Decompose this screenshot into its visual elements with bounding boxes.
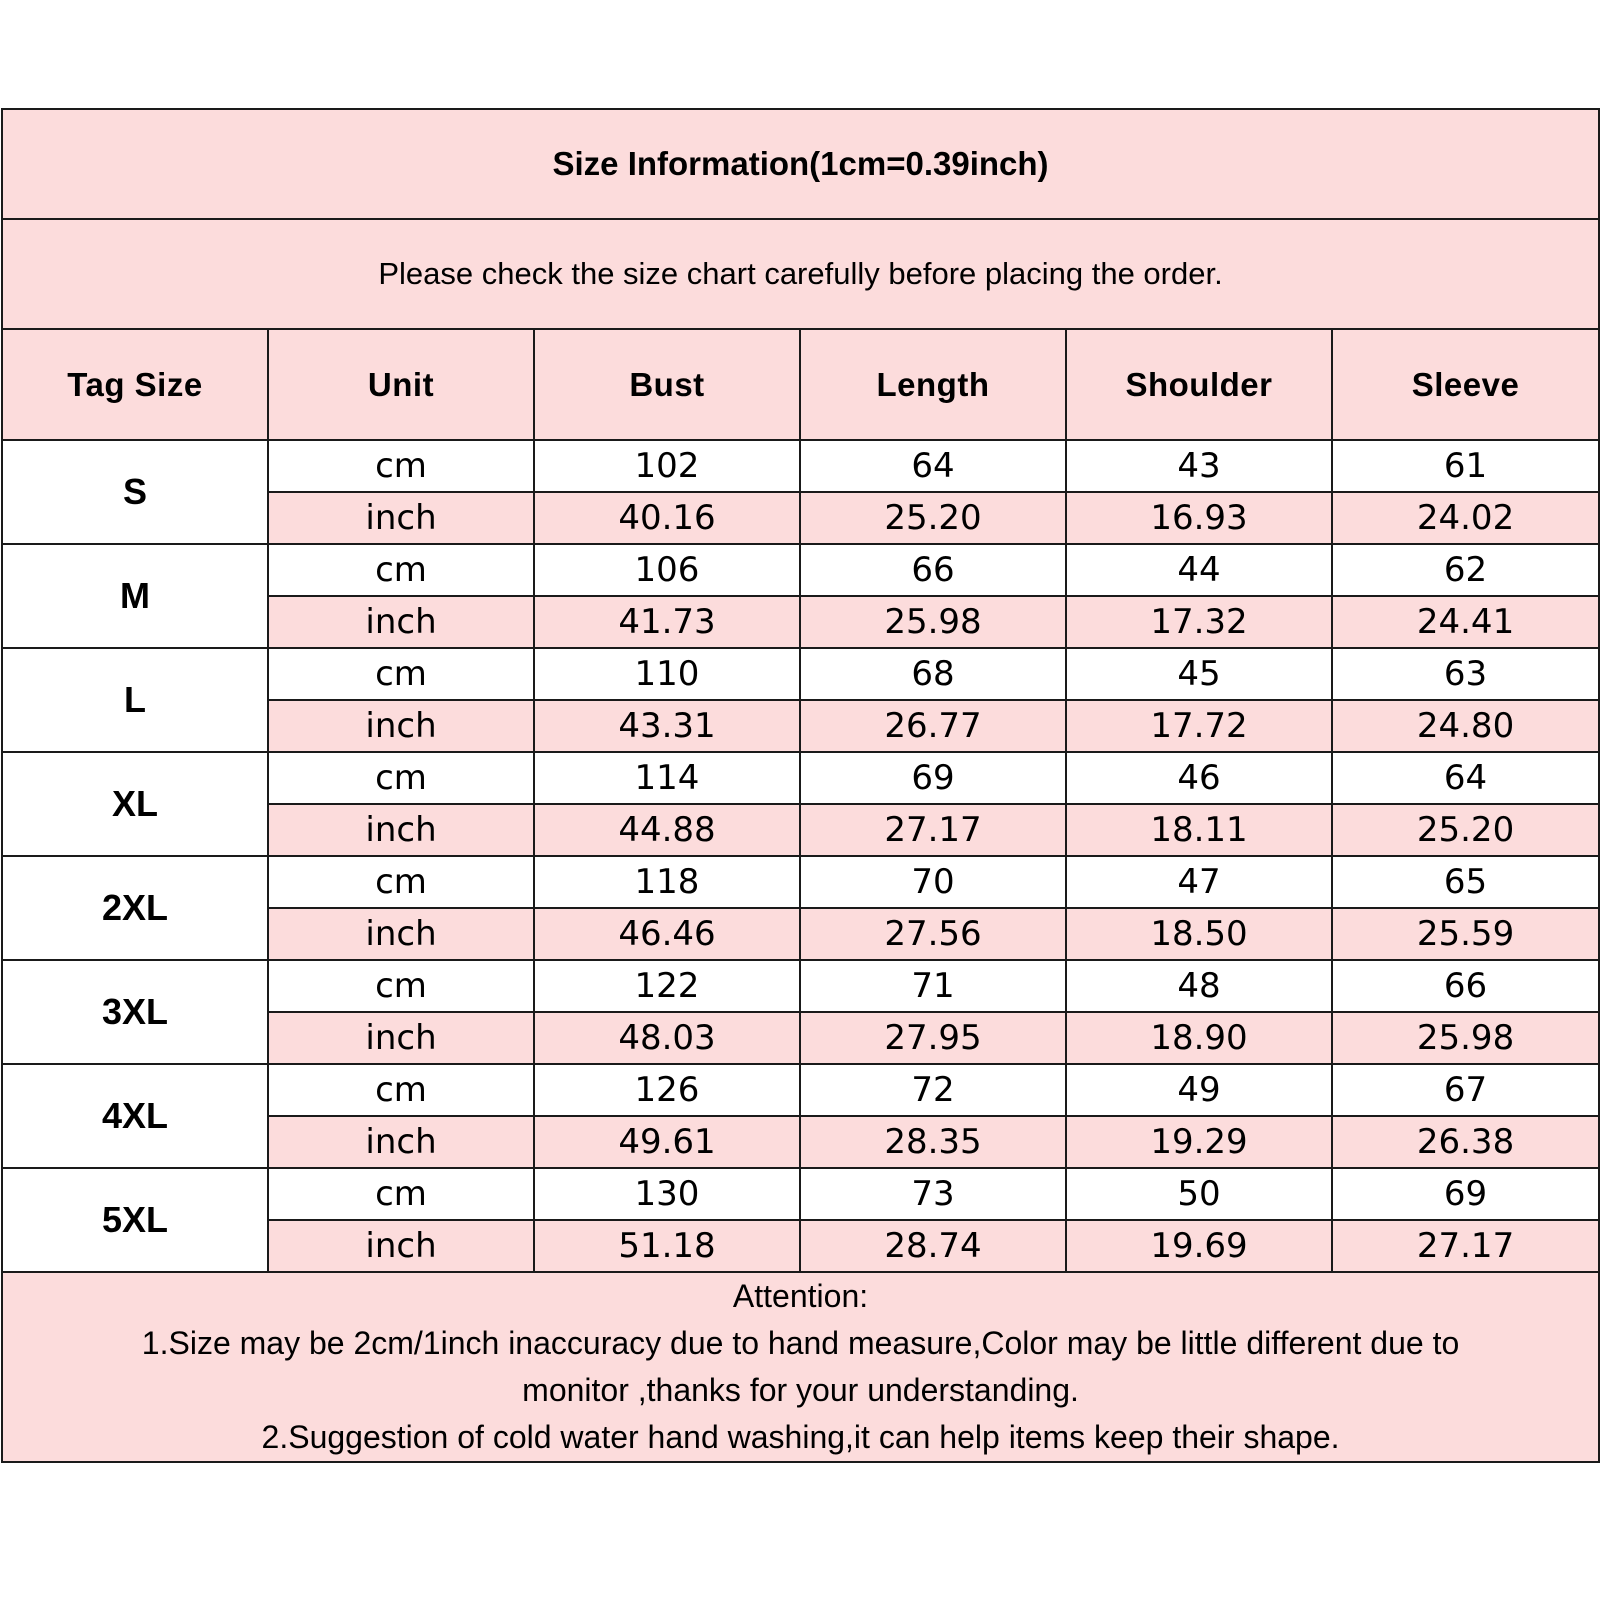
tag-size-cell: S xyxy=(2,440,268,544)
shoulder-cell: 49 xyxy=(1066,1064,1332,1116)
unit-cell: inch xyxy=(268,492,534,544)
length-cell: 68 xyxy=(800,648,1066,700)
tag-size-cell: L xyxy=(2,648,268,752)
bust-cell: 114 xyxy=(534,752,800,804)
length-cell: 72 xyxy=(800,1064,1066,1116)
bust-cell: 43.31 xyxy=(534,700,800,752)
attention-notes xyxy=(2,1272,1599,1462)
size-chart-table xyxy=(1,108,1600,1463)
length-cell: 27.56 xyxy=(800,908,1066,960)
length-cell: 71 xyxy=(800,960,1066,1012)
chart-subtitle: Please check the size chart carefully before placing the order. xyxy=(2,219,1599,329)
header-unit: Unit xyxy=(268,329,534,440)
note-heading: Attention: xyxy=(732,1278,869,1314)
bust-cell: 44.88 xyxy=(534,804,800,856)
sleeve-cell: 25.20 xyxy=(1332,804,1599,856)
note-line-1: 1.Size may be 2cm/1inch inaccuracy due to hand measure,Color may be little different due to xyxy=(141,1325,1460,1361)
unit-cell: cm xyxy=(268,1168,534,1220)
note-line-3: 2.Suggestion of cold water hand washing,it can help items keep their shape. xyxy=(261,1419,1340,1455)
unit-cell: inch xyxy=(268,1220,534,1272)
header-bust: Bust xyxy=(534,329,800,440)
tag-size-cell: M xyxy=(2,544,268,648)
length-cell: 28.74 xyxy=(800,1220,1066,1272)
bust-cell: 126 xyxy=(534,1064,800,1116)
unit-cell: cm xyxy=(268,1064,534,1116)
shoulder-cell: 18.11 xyxy=(1066,804,1332,856)
shoulder-cell: 47 xyxy=(1066,856,1332,908)
shoulder-cell: 48 xyxy=(1066,960,1332,1012)
table-row xyxy=(2,544,1599,596)
shoulder-cell: 17.72 xyxy=(1066,700,1332,752)
sleeve-cell: 65 xyxy=(1332,856,1599,908)
shoulder-cell: 19.29 xyxy=(1066,1116,1332,1168)
sleeve-cell: 66 xyxy=(1332,960,1599,1012)
length-cell: 27.17 xyxy=(800,804,1066,856)
length-cell: 28.35 xyxy=(800,1116,1066,1168)
shoulder-cell: 17.32 xyxy=(1066,596,1332,648)
sleeve-cell: 24.80 xyxy=(1332,700,1599,752)
bust-cell: 106 xyxy=(534,544,800,596)
bust-cell: 51.18 xyxy=(534,1220,800,1272)
header-tag-size: Tag Size xyxy=(2,329,268,440)
sleeve-cell: 24.02 xyxy=(1332,492,1599,544)
header-sleeve: Sleeve xyxy=(1332,329,1599,440)
shoulder-cell: 18.90 xyxy=(1066,1012,1332,1064)
bust-cell: 130 xyxy=(534,1168,800,1220)
unit-cell: cm xyxy=(268,960,534,1012)
length-cell: 26.77 xyxy=(800,700,1066,752)
shoulder-cell: 18.50 xyxy=(1066,908,1332,960)
unit-cell: inch xyxy=(268,804,534,856)
length-cell: 73 xyxy=(800,1168,1066,1220)
shoulder-cell: 46 xyxy=(1066,752,1332,804)
shoulder-cell: 44 xyxy=(1066,544,1332,596)
bust-cell: 48.03 xyxy=(534,1012,800,1064)
sleeve-cell: 69 xyxy=(1332,1168,1599,1220)
sleeve-cell: 24.41 xyxy=(1332,596,1599,648)
sleeve-cell: 26.38 xyxy=(1332,1116,1599,1168)
bust-cell: 41.73 xyxy=(534,596,800,648)
unit-cell: cm xyxy=(268,752,534,804)
tag-size-cell: 5XL xyxy=(2,1168,268,1272)
unit-cell: cm xyxy=(268,440,534,492)
length-cell: 70 xyxy=(800,856,1066,908)
unit-cell: inch xyxy=(268,700,534,752)
table-row xyxy=(2,752,1599,804)
bust-cell: 49.61 xyxy=(534,1116,800,1168)
table-row xyxy=(2,960,1599,1012)
sleeve-cell: 25.98 xyxy=(1332,1012,1599,1064)
header-length: Length xyxy=(800,329,1066,440)
sleeve-cell: 67 xyxy=(1332,1064,1599,1116)
tag-size-cell: 2XL xyxy=(2,856,268,960)
length-cell: 27.95 xyxy=(800,1012,1066,1064)
unit-cell: cm xyxy=(268,856,534,908)
unit-cell: cm xyxy=(268,544,534,596)
header-shoulder: Shoulder xyxy=(1066,329,1332,440)
sleeve-cell: 63 xyxy=(1332,648,1599,700)
length-cell: 25.98 xyxy=(800,596,1066,648)
sleeve-cell: 61 xyxy=(1332,440,1599,492)
table-row xyxy=(2,440,1599,492)
shoulder-cell: 45 xyxy=(1066,648,1332,700)
length-cell: 69 xyxy=(800,752,1066,804)
bust-cell: 122 xyxy=(534,960,800,1012)
shoulder-cell: 16.93 xyxy=(1066,492,1332,544)
length-cell: 25.20 xyxy=(800,492,1066,544)
header-row xyxy=(2,329,1599,440)
shoulder-cell: 43 xyxy=(1066,440,1332,492)
table-row xyxy=(2,1168,1599,1220)
sleeve-cell: 64 xyxy=(1332,752,1599,804)
tag-size-cell: 4XL xyxy=(2,1064,268,1168)
tag-size-cell: XL xyxy=(2,752,268,856)
unit-cell: inch xyxy=(268,596,534,648)
bust-cell: 110 xyxy=(534,648,800,700)
shoulder-cell: 19.69 xyxy=(1066,1220,1332,1272)
table-row xyxy=(2,856,1599,908)
tag-size-cell: 3XL xyxy=(2,960,268,1064)
length-cell: 66 xyxy=(800,544,1066,596)
unit-cell: inch xyxy=(268,1116,534,1168)
table-row xyxy=(2,1064,1599,1116)
chart-title: Size Information(1cm=0.39inch) xyxy=(2,109,1599,219)
bust-cell: 102 xyxy=(534,440,800,492)
sleeve-cell: 62 xyxy=(1332,544,1599,596)
bust-cell: 118 xyxy=(534,856,800,908)
unit-cell: cm xyxy=(268,648,534,700)
bust-cell: 46.46 xyxy=(534,908,800,960)
bust-cell: 40.16 xyxy=(534,492,800,544)
unit-cell: inch xyxy=(268,908,534,960)
shoulder-cell: 50 xyxy=(1066,1168,1332,1220)
table-row xyxy=(2,648,1599,700)
sleeve-cell: 27.17 xyxy=(1332,1220,1599,1272)
length-cell: 64 xyxy=(800,440,1066,492)
sleeve-cell: 25.59 xyxy=(1332,908,1599,960)
unit-cell: inch xyxy=(268,1012,534,1064)
note-line-2: monitor ,thanks for your understanding. xyxy=(522,1372,1079,1408)
